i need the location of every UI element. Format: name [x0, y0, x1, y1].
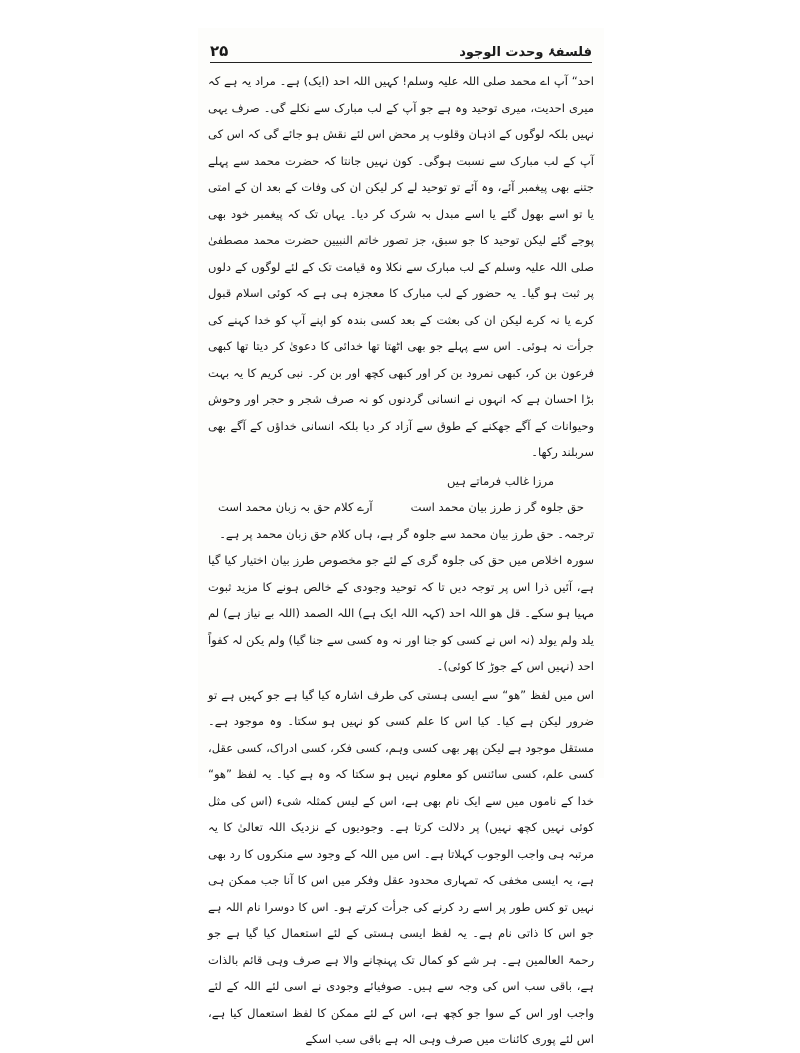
paragraph-2: سورہ اخلاص میں حق کی جلوہ گری کے لئے جو مخصوص طرز بیان اختیار کیا گیا ہے، آئیں ذرا اس پر توجہ دیں تا کہ توحید وجودی کے خالص ہونے کا مزید ثبوت مہیا ہو سکے۔ قل ھو اللہ احد (کہہ اللہ ایک ہے) اللہ الصمد (اللہ بے نیاز ہے) لم یلد ولم یولد (نہ اس نے کسی کو جنا اور نہ وہ کسی سے جنا گیا) ولم یکن لہ کفواً احد (نہیں اس کے جوڑ کا کوئی)۔ — [208, 553, 594, 673]
paragraph-3: اس میں لفظ ”ھو“ سے ایسی ہستی کی طرف اشارہ کیا گیا ہے جو کہیں ہے تو ضرور لیکن ہے کیا۔ کیا اس کا علم کسی کو نہیں ہو سکتا۔ وہ موجود ہے۔ مستقل موجود ہے لیکن پھر بھی کسی وہم، کسی فکر، کسی ادراک، کسی عقل، کسی علم، کسی سائنس کو معلوم نہیں ہو سکتا کہ وہ ہے کیا۔ یہ لفظ ”ھو“ خدا کے ناموں میں سے ایک نام بھی ہے، اس کے لیس کمثلہ شیء (اس کی مثل کوئی نہیں کچھ نہیں) پر دلالت کرتا ہے۔ وجودیوں کے نزدیک اللہ تعالیٰ کا یہ مرتبہ ہی واجب الوجوب کہلاتا ہے۔ اس میں اللہ کے وجود سے منکروں کا رد بھی ہے، یہ ایسی مخفی کہ تمہاری محدود عقل وفکر میں اس کا آنا جب ممکن ہی نہیں تو کس طور پر اسے رد کرنے کی جرأت کرتے ہو۔ اس کا دوسرا نام اللہ ہے جو اس کا ذاتی نام ہے۔ یہ لفظ ایسی ہستی کے لئے استعمال کیا گیا ہے جو رحمۃ العالمین ہے۔ ہر شے کو کمال تک پہنچانے والا ہے صرف وہی قائم بالذات ہے، باقی سب اس کی وجہ سے ہیں۔ صوفیائے وجودی نے اسی لئے اللہ کے لئے واجب اور اس کے سوا جو کچھ ہے، اس کے لئے ممکن کا لفظ استعمال کیا ہے، اس لئے پوری کائنات میں صرف وہی الہ ہے باقی سب اسکے — [208, 687, 594, 1046]
paragraph-1: احد“ آپ اے محمد صلی اللہ علیہ وسلم! کہیں اللہ احد (ایک) ہے۔ مراد یہ ہے کہ میری احدیت، میری توحید وہ ہے جو آپ کے لب مبارک سے نکلے گی۔ صرف یہی نہیں بلکہ لوگوں کے اذہان وقلوب پر محض اس لئے نقش ہو جائے گی کہ اس کی آپ کے لب مبارک سے نسبت ہوگی۔ کون نہیں جانتا کہ حضرت محمد سے پہلے جتنے بھی پیغمبر آئے، وہ آئے تو توحید لے کر لیکن ان کی وفات کے بعد ان کے امتی یا تو اسے بھول گئے یا اسے مبدل بہ شرک کر دیا۔ یہاں تک کہ پیغمبر خود بھی پوجے گئے لیکن توحید کا جو سبق، جز تصور خاتم النبیین حضرت محمد مصطفیٰ صلی اللہ علیہ وسلم کے لب مبارک سے نکلا وہ قیامت تک کے لئے لوگوں کے دلوں پر ثبت ہو گیا۔ یہ حضور کے لب مبارک کا معجزہ ہی ہے کہ کوئی اسلام قبول کرے یا نہ کرے لیکن ان کی بعثت کے بعد کسی بندہ کو اپنے آپ کو خدا کہنے کی جرأت نہ ہوئی۔ اس سے پہلے جو بھی اٹھتا تھا خدائی کا دعویٰ کر دیتا تھا کبھی فرعون بن کر، کبھی نمرود بن کر اور کبھی کچھ اور بن کر۔ نبی کریم کا یہ بہت بڑا احسان ہے کہ انہوں نے انسانی گردنوں کو نہ صرف شجر و حجر اور وحوش وحیوانات کے آگے جھکنے کے طوق سے آزاد کر دیا بلکہ انسانی خداؤں کے آگے بھی سربلند رکھا۔ — [208, 74, 594, 459]
verse-first-hemistich: حق جلوہ گر ز طرز بیان محمد است — [410, 500, 584, 514]
running-title: فلسفۂ وحدت الوجود — [459, 45, 592, 60]
poem-couplet — [208, 494, 594, 521]
page-number: ۲۵ — [210, 42, 229, 60]
verse-translation: ترجمہ۔ حق طرز بیان محمد سے جلوہ گر ہے، ہاں کلام حق زبان محمد پر ہے۔ — [219, 526, 594, 541]
poem-attribution: مرزا غالب فرماتے ہیں — [447, 473, 554, 488]
book-page — [198, 28, 604, 1046]
page-header — [210, 34, 592, 63]
verse-second-hemistich: آرے کلام حق بہ زبان محمد است — [218, 500, 373, 514]
body-text — [208, 68, 594, 1053]
